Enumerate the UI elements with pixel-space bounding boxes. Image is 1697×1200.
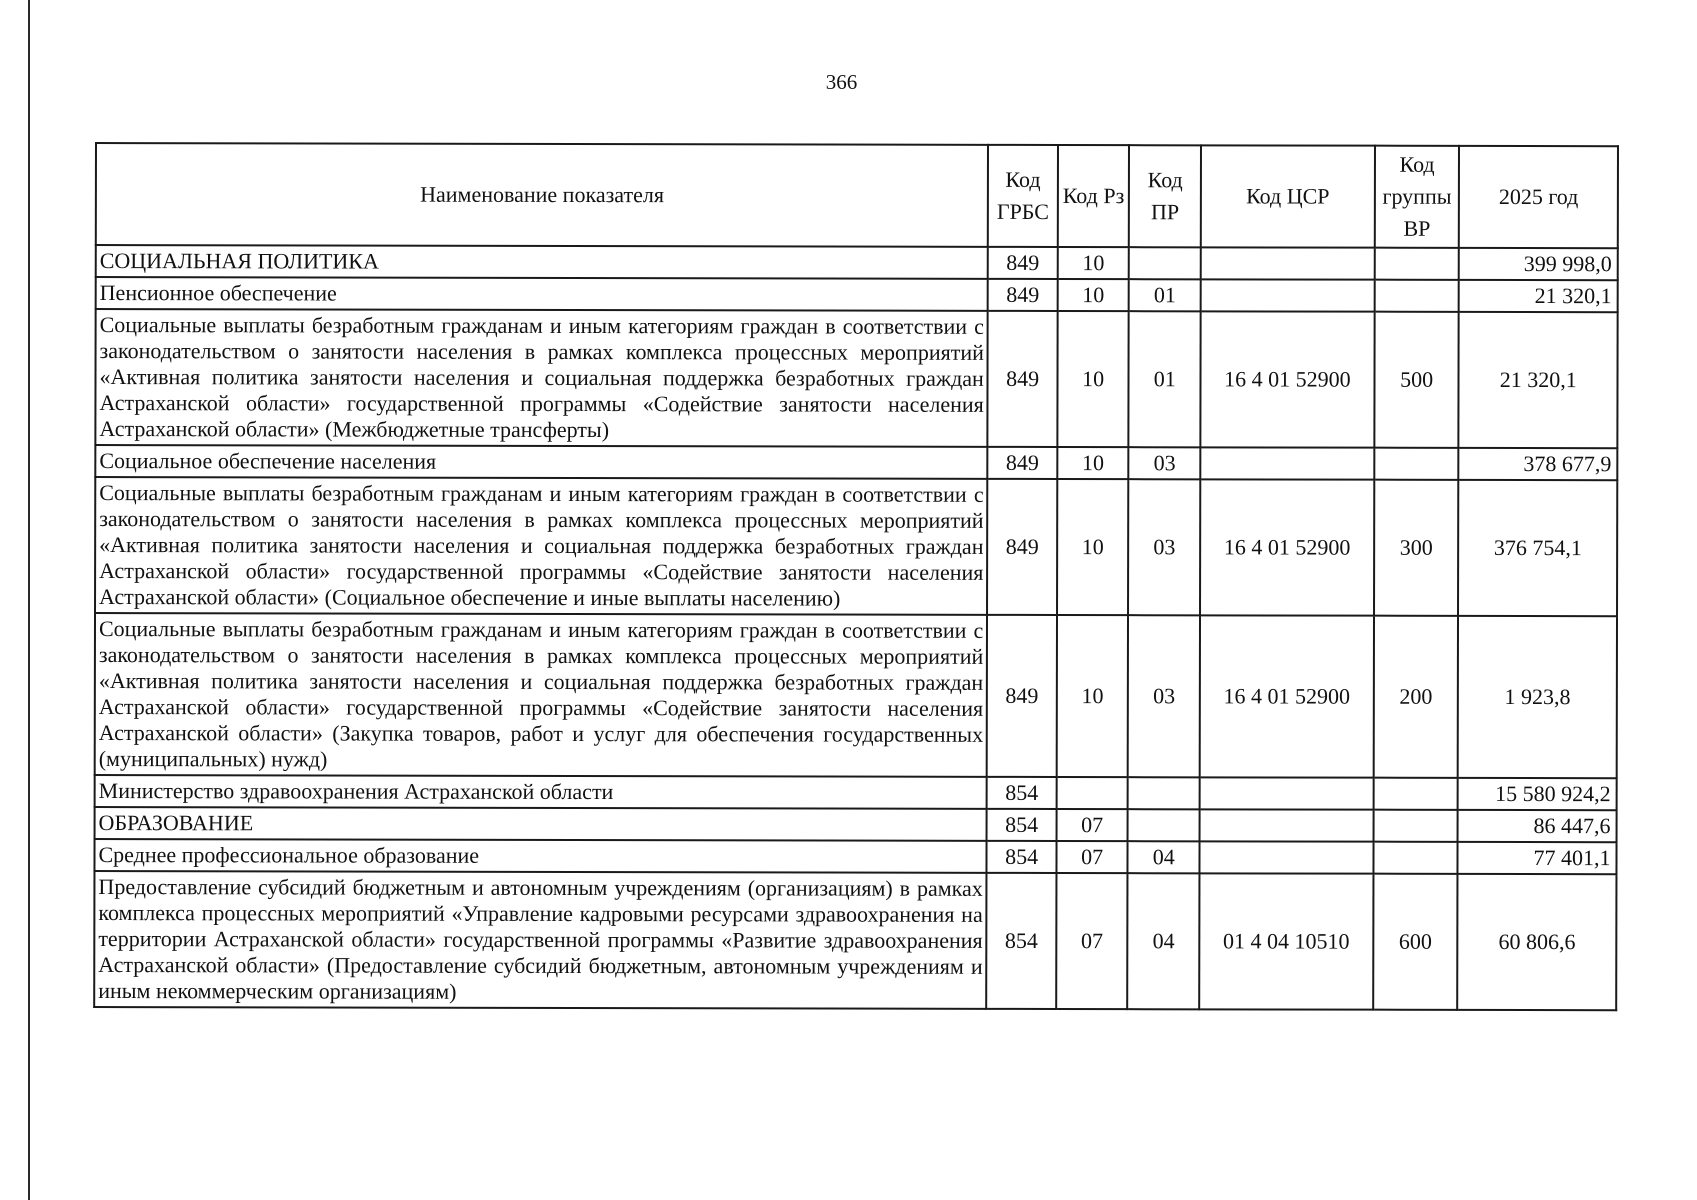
header-year: 2025 год (1459, 146, 1618, 248)
row-name: Министерство здравоохранения Астраханской области (95, 775, 987, 809)
header-name: Наименование показателя (96, 143, 989, 247)
row-vr (1374, 448, 1459, 480)
row-amount: 1 923,8 (1458, 616, 1617, 778)
row-amount: 376 754,1 (1458, 480, 1617, 616)
row-rz: 07 (1056, 841, 1128, 873)
row-csr: 16 4 01 52900 (1200, 311, 1374, 447)
row-name: Среднее профессиональное образование (94, 839, 986, 873)
scan-edge-line (28, 0, 30, 1200)
table-row (94, 839, 1616, 874)
row-pr (1129, 247, 1201, 279)
row-pr: 01 (1129, 279, 1201, 311)
table-row (96, 245, 1618, 280)
table-row (96, 277, 1618, 312)
table-row (95, 309, 1617, 448)
row-amount: 21 320,1 (1459, 312, 1618, 448)
row-pr: 04 (1128, 873, 1200, 1009)
header-pr: Код ПР (1129, 145, 1201, 247)
row-name: Социальное обеспечение населения (95, 445, 987, 479)
row-grbs: 849 (988, 279, 1058, 311)
row-pr: 03 (1128, 615, 1200, 777)
row-amount: 15 580 924,2 (1458, 778, 1617, 810)
row-name: ОБРАЗОВАНИЕ (95, 807, 987, 841)
header-vr: Код группы ВР (1375, 146, 1460, 248)
row-name: Социальные выплаты безработным гражданам и иным категориям граждан в соответствии с законодательством о занятости населения в рамках комплекса процессных мероприятий «Активная политика занятости населения и социальная поддержка безработных граждан Астраханской области» государственной программы «Содействие занятости населения Астраханской области» (Закупка товаров, работ и услуг для обеспечения государственных (муниципальных) нужд) (95, 613, 988, 777)
budget-table (93, 142, 1619, 1011)
row-name: Социальные выплаты безработным гражданам и иным категориям граждан в соответствии с законодательством о занятости населения в рамках комплекса процессных мероприятий «Активная политика занятости населения и социальная поддержка безработных граждан Астраханской области» государственной программы «Содействие занятости населения Астраханской области» (Социальное обеспечение и иные выплаты населению) (95, 477, 988, 615)
row-vr: 200 (1373, 616, 1458, 778)
header-rz: Код Рз (1058, 145, 1130, 247)
row-vr (1374, 248, 1459, 280)
row-vr (1373, 778, 1458, 810)
row-amount: 60 806,6 (1458, 874, 1617, 1010)
row-csr (1200, 447, 1374, 479)
row-vr (1373, 842, 1458, 874)
row-grbs: 849 (988, 247, 1058, 279)
row-rz: 10 (1057, 479, 1129, 615)
row-rz (1056, 777, 1128, 809)
row-rz: 10 (1057, 447, 1129, 479)
row-csr (1201, 247, 1375, 279)
row-amount: 86 447,6 (1458, 810, 1617, 842)
row-pr: 03 (1128, 479, 1200, 615)
page-number: 366 (825, 70, 858, 94)
table-row (95, 613, 1617, 778)
header-csr: Код ЦСР (1201, 145, 1375, 247)
row-amount: 21 320,1 (1459, 280, 1618, 312)
row-grbs: 849 (987, 479, 1057, 615)
row-vr: 300 (1374, 480, 1459, 616)
row-vr (1374, 280, 1459, 312)
table-row (95, 445, 1617, 480)
table-row (94, 871, 1616, 1010)
row-name: Предоставление субсидий бюджетным и автономным учреждениям (организациям) в рамках комплекса процессных мероприятий «Управление кадровыми ресурсами здравоохранения на территории Астраханской области» государственной программы «Развитие здравоохранения Астраханской области» (Предоставление субсидий бюджетным, автономным учреждениям и иным некоммерческим организациям) (94, 871, 987, 1009)
row-rz: 10 (1057, 311, 1129, 447)
row-csr (1201, 279, 1375, 311)
row-vr (1373, 810, 1458, 842)
row-grbs: 854 (987, 841, 1057, 873)
row-rz: 07 (1056, 809, 1128, 841)
table-row (95, 807, 1617, 842)
row-grbs: 849 (988, 311, 1058, 447)
row-csr: 01 4 04 10510 (1199, 873, 1373, 1009)
row-grbs: 849 (987, 615, 1057, 777)
row-grbs: 854 (987, 777, 1057, 809)
row-grbs: 854 (987, 809, 1057, 841)
row-pr: 04 (1128, 841, 1200, 873)
row-rz: 07 (1056, 873, 1128, 1009)
row-csr (1200, 841, 1374, 873)
row-amount: 399 998,0 (1459, 248, 1618, 280)
row-csr (1200, 809, 1374, 841)
row-grbs: 854 (987, 873, 1057, 1009)
row-amount: 77 401,1 (1458, 842, 1617, 874)
row-rz: 10 (1058, 247, 1130, 279)
row-name: СОЦИАЛЬНАЯ ПОЛИТИКА (96, 245, 988, 279)
table-row (95, 775, 1617, 810)
table-header-row (96, 143, 1618, 248)
row-pr: 01 (1129, 311, 1201, 447)
row-vr: 500 (1374, 312, 1459, 448)
row-rz: 10 (1056, 615, 1128, 777)
row-pr: 03 (1129, 447, 1201, 479)
row-pr (1128, 809, 1200, 841)
table-row (95, 477, 1617, 616)
row-rz: 10 (1057, 279, 1129, 311)
header-grbs: Код ГРБС (988, 145, 1058, 247)
row-vr: 600 (1373, 874, 1458, 1010)
row-name: Пенсионное обеспечение (96, 277, 988, 311)
row-grbs: 849 (988, 447, 1058, 479)
row-csr (1200, 777, 1374, 809)
row-name: Социальные выплаты безработным гражданам и иным категориям граждан в соответствии с законодательством о занятости населения в рамках комплекса процессных мероприятий «Активная политика занятости населения и социальная поддержка безработных граждан Астраханской области» государственной программы «Содействие занятости населения Астраханской области» (Межбюджетные трансферты) (95, 309, 988, 447)
row-pr (1128, 777, 1200, 809)
row-amount: 378 677,9 (1459, 448, 1618, 480)
row-csr: 16 4 01 52900 (1200, 615, 1374, 777)
row-csr: 16 4 01 52900 (1200, 479, 1374, 615)
